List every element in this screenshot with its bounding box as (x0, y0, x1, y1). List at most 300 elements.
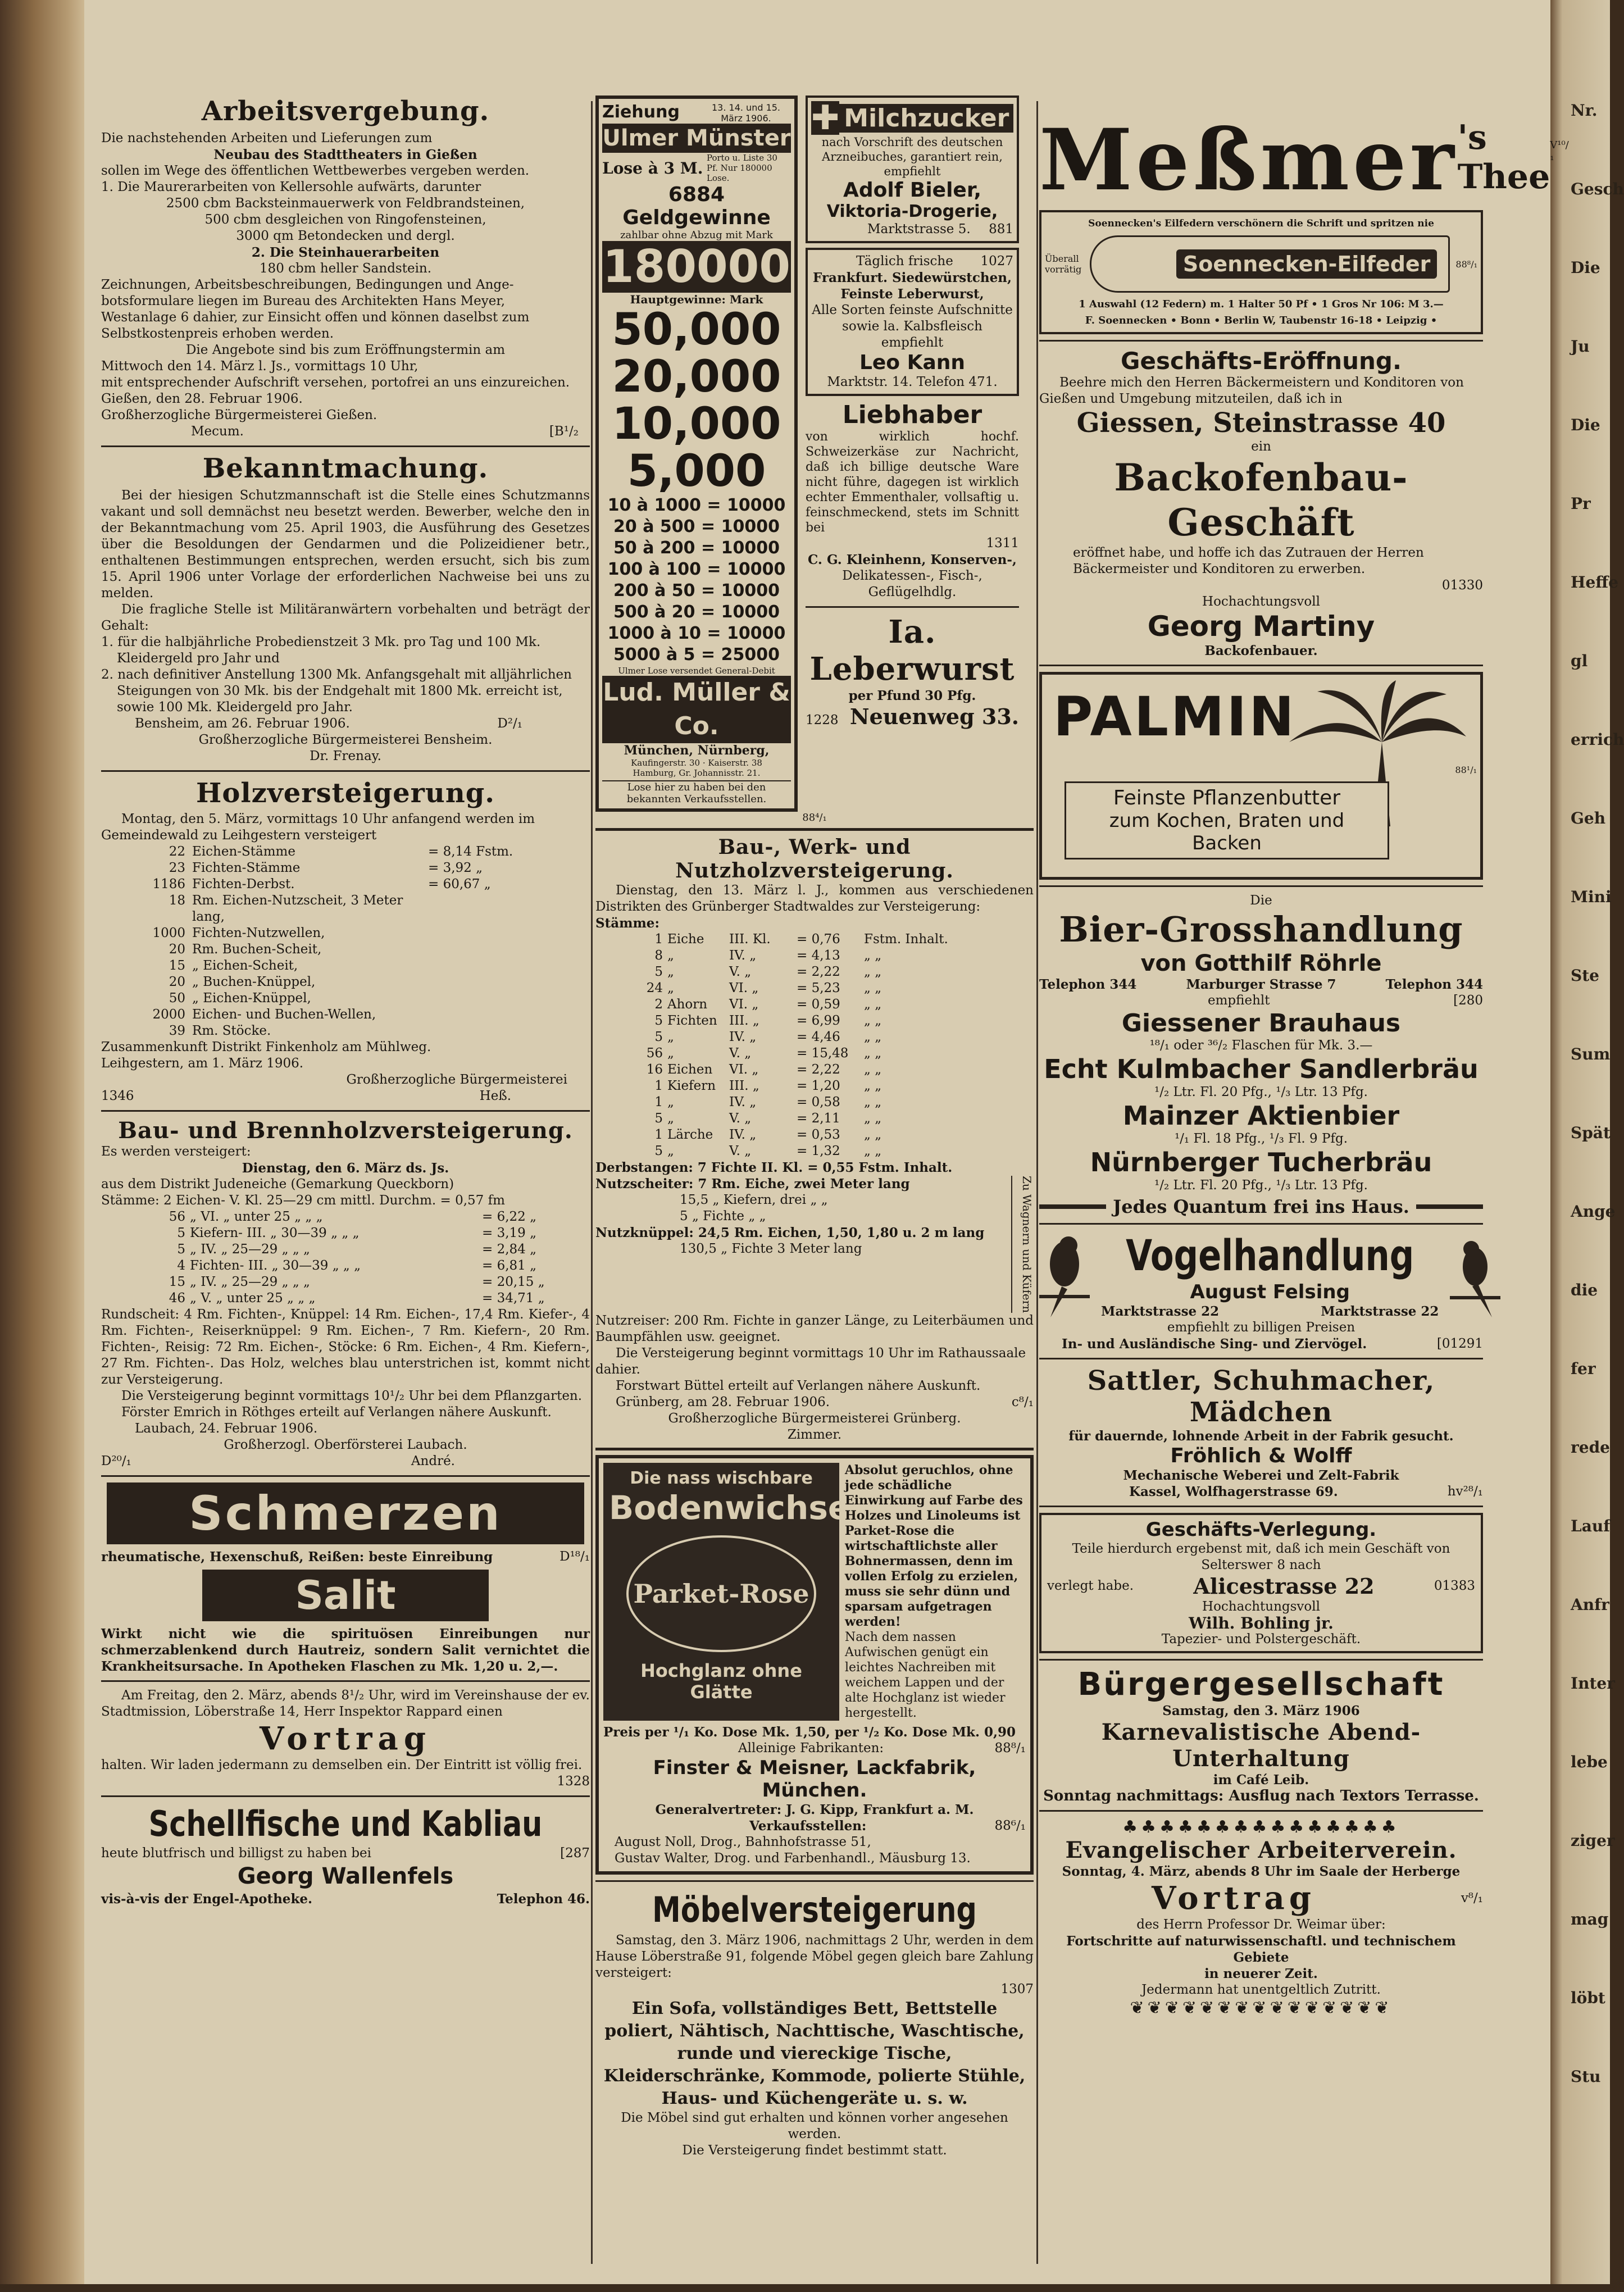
ad-text: Nutzknüppel: 24,5 Rm. Eichen, 1,50, 1,80 u. 2 m lang (595, 1225, 985, 1240)
ad-text: Täglich frische (856, 254, 953, 269)
ad-title: Holzversteigerung. (195, 777, 495, 809)
cell-class: IV. „ (729, 1095, 757, 1109)
ad-price: Preis per ¹/₁ Ko. Dose Mk. 1,50, per ¹/₂ Ko. Dose Mk. 0,90 (603, 1725, 1016, 1740)
table-row (640, 1029, 1034, 1045)
ad-bau-brennholz (101, 1117, 590, 1470)
next-page-fragment: Heffe (1571, 573, 1619, 592)
table-row (640, 1013, 1034, 1029)
cell-unit: „ „ (864, 981, 882, 995)
ad-text: empfiehlt (1208, 993, 1270, 1008)
shop-address: Neuenweg 33. (849, 704, 1019, 729)
signature: Heß. (479, 1089, 511, 1103)
ad-text: Beehre mich den Herren Bäckermeistern und Konditoren von Gießen und Umgebung mitzuteilen, daß ich in (1039, 375, 1464, 406)
ad-text: in neuerer Zeit. (1204, 1966, 1318, 1981)
cell-unit: „ „ (864, 965, 882, 979)
ad-title: Schellfische und Kabliau (148, 1803, 543, 1844)
ad-date: Laubach, 24. Februar 1906. (135, 1421, 318, 1436)
ad-text: von wirklich hochf. Schweizerkäse zur Nachricht, daß ich billige deutsche Ware nicht führe, dagegen ist wirklich echter Emmenthaler, vollsaftig u. feinschmeckend, stets im Schnitt bei (806, 430, 1019, 535)
ad-code: D²/₁ (497, 716, 522, 731)
ad-code: D²⁰/₁ (101, 1454, 131, 1468)
table-row (135, 958, 590, 974)
ad-text: Überall vorrätig (1045, 253, 1082, 275)
ad-event: Karnevalistische Abend-Unterhaltung (1101, 1719, 1421, 1772)
ad-code: [280 (1453, 993, 1483, 1008)
rose-emblem (626, 1535, 816, 1652)
cell-qty: 5 (177, 1226, 185, 1240)
lottery-payable: zahlbar ohne Abzug mit Mark (620, 229, 773, 241)
messmer-suffix: 's Thee (1457, 118, 1550, 197)
cell-unit: „ „ (864, 1030, 882, 1044)
ad-date: Grünberg, am 28. Februar 1906. (616, 1395, 830, 1410)
cell-qty: 20 (169, 975, 185, 989)
beer-2: Echt Kulmbacher Sandlerbräu (1044, 1054, 1479, 1084)
ad-line: Die Angebote sind bis zum Eröffnungstermin am (185, 343, 506, 357)
ad-line: 2500 cbm Backsteinmauerwerk von Feldbrandsteinen, (166, 196, 525, 211)
ad-code: 88⁴/₁ (802, 812, 827, 824)
ad-title: Bürgergesellschaft (1077, 1666, 1445, 1703)
lottery-firm: Lud. Müller & Co. (602, 676, 791, 743)
lottery-prize-row: 200 à 50 = 10000 (613, 581, 780, 601)
ad-text: halten. Wir laden jedermann zu demselben ein. Der Eintritt ist völlig frei. (101, 1758, 583, 1772)
ad-title: Sattler, Schuhmacher, Mädchen (1087, 1365, 1435, 1428)
cell-volume: = 4,13 (797, 948, 840, 963)
cell-class: VI. „ (729, 997, 759, 1012)
ad-city: Giessen, Steinstrasse 40 (1076, 407, 1446, 439)
next-page-fragment: Ange (1571, 1202, 1616, 1221)
ad-text: Bei der hiesigen Schutzmannschaft ist die Stelle eines Schutzmanns vakant und soll demnächst neu besetzt werden. Bewerber, welche den in der Bekanntmachung vom 25. April 1903, die Ausführung des Gesetzes über die Besoldungen der Gendarmen und die Polizeidiener betr., enthaltenen Bestimmungen entsprechen, werden ersucht, sich bis zum 15. April 1906 unter Vorlage der erforderlichen Nachweise bei uns zu melden. (101, 488, 590, 601)
ad-code: 1346 (101, 1089, 134, 1103)
cell-unit: „ „ (864, 1095, 882, 1109)
cell-volume: = 2,22 (797, 1062, 840, 1077)
ad-text: Feinste Pflanzenbutter (1113, 786, 1341, 810)
cell-class: III. „ (729, 1013, 759, 1028)
table-row (157, 1290, 590, 1307)
ad-code: 881 (989, 222, 1013, 237)
cell-item: Fichten-Stämme (192, 861, 301, 875)
lottery-footer: Lose hier zu haben bei den bekannten Verkaufsstellen. (602, 780, 791, 805)
table-row (135, 974, 590, 990)
cell-item: Eichen-Stämme (192, 844, 295, 859)
ad-text: Nutzscheiter: 7 Rm. Eiche, zwei Meter lang (595, 1176, 910, 1192)
ad-code: 88⁸/₁ (994, 1741, 1026, 1756)
ad-head: Die nass wischbare (630, 1468, 813, 1489)
cell-qty: 24 (646, 981, 663, 995)
ad-text: eröffnet habe, und hoffe ich das Zutrauen der Herren Bäckermeister und Konditoren zu erwerben. (1073, 545, 1424, 576)
cell-qty: 5 (654, 1030, 663, 1044)
cell-class: VI. „ (729, 981, 759, 995)
lottery-prize-row: 500 à 20 = 10000 (613, 602, 780, 622)
ad-code: 01383 (1434, 1579, 1475, 1593)
ad-text: für dauernde, lohnende Arbeit in der Fabrik gesucht. (1068, 1429, 1454, 1444)
cell-unit: „ „ (864, 997, 882, 1012)
table-head: Stämme: (595, 916, 659, 931)
table-row (640, 964, 1034, 980)
table-row (157, 1258, 590, 1274)
ad-palmin (1039, 672, 1483, 880)
ad-text: sowie la. Kalbsfleisch (842, 319, 982, 334)
ad-title: Bodenwichse (609, 1489, 850, 1527)
table-row (135, 876, 590, 893)
side-note: Zu Wagnern und Küfern (1011, 1176, 1034, 1313)
ad-text: ein (1251, 439, 1271, 454)
cell-wood: Ahorn (667, 997, 708, 1012)
ad-arbeitsvergebung (101, 96, 590, 440)
bird-icon (1450, 1233, 1500, 1317)
beer-4: Nürnberger Tucherbräu (1090, 1147, 1432, 1177)
ad-text: Rundscheit: 4 Rm. Fichten-, Knüppel: 14 Rm. Eichen-, 17,4 Rm. Kiefer-, 4 Rm. Fichten-, Reiserknüppel: 9 Rm. Eichen-, 7 Rm. Kiefern-, 20 Rm. Fichten-, Reisig: 72 Rm. Eichen-, Stöcke: 6 Rm. Eichen-, 4 Rm. Kiefern-, 27 Rm. Fichten-. Das Holz, welches blau unterstrichen ist, kommt nicht zur Versteigerung. (101, 1307, 590, 1387)
table-row (640, 1094, 1034, 1111)
address: Kassel, Wolfhagerstrasse 69. (1129, 1484, 1338, 1499)
owner-name: von Gotthilf Röhrle (1140, 951, 1382, 976)
column-middle (595, 96, 1034, 2275)
cell-qty: 8 (654, 948, 663, 963)
lottery-cities: München, Nürnberg, (624, 743, 770, 758)
cell-wood: Eichen (667, 1062, 713, 1077)
beer-price: ¹/₂ Ltr. Fl. 20 Pfg., ¹/₃ Ltr. 13 Pfg. (1154, 1085, 1368, 1099)
ad-liebhaber (806, 401, 1019, 601)
beer-3: Mainzer Aktienbier (1122, 1100, 1400, 1131)
next-page-fragment: Inter (1571, 1674, 1615, 1693)
ad-milchzucker (806, 96, 1019, 243)
cell-wood: „ (667, 948, 674, 963)
ad-code: 88¹/₁ (1455, 765, 1477, 775)
lottery-prize-row: 1000 à 10 = 10000 (607, 624, 786, 643)
cell-wood: „ (667, 1030, 674, 1044)
signature: André. (411, 1454, 455, 1468)
cell-item: Kiefern- III. „ 30—39 „ „ „ (190, 1226, 360, 1240)
ad-schellfische (101, 1803, 590, 1907)
ad-bekanntmachung (101, 453, 590, 765)
cell-volume: = 3,19 „ (482, 1226, 537, 1240)
cell-volume: = 0,59 (797, 997, 840, 1012)
cell-wood: „ (667, 981, 674, 995)
ad-code: V¹⁰/₁ (1550, 139, 1569, 163)
cell-volume: = 0,53 (797, 1127, 840, 1142)
ad-text: Sonntag nachmittags: Ausflug nach Textors Terrasse. (1043, 1788, 1479, 1804)
table-row (157, 1225, 590, 1242)
authority: Großherzogliche Bürgermeisterei (346, 1072, 567, 1087)
phone: Telephon 344 (1385, 977, 1483, 992)
ad-line: sollen im Wege des öffentlichen Wettbewerbes vergeben werden. (101, 163, 530, 178)
table-row (135, 860, 590, 876)
ad-text: aus dem Distrikt Judeneiche (Gemarkung Queckborn) (101, 1177, 454, 1192)
lottery-prize-row: 20 à 500 = 10000 (613, 517, 780, 536)
ad-line: 180 cbm heller Sandstein. (259, 261, 432, 276)
ad-code: 1328 (557, 1774, 590, 1789)
ad-text: 130,5 „ Fichte 3 Meter lang (680, 1242, 862, 1256)
cell-qty: 5 (654, 1013, 663, 1028)
decorative-border: ♣♣♣♣♣♣♣♣♣♣♣♣♣♣♣ (1122, 1817, 1400, 1837)
ad-text: Absolut geruchlos, ohne jede schädliche Einwirkung auf Farbe des Holzes und Linoleums ist Parket-Rose die wirtschaftlichste aller Bohnermassen, denn im vollen Erfolg zu erzielen, muss sie sehr dünn und sparsam aufgetragen werden! (845, 1463, 1023, 1630)
ad-title: Evangelischer Arbeiterverein. (1065, 1837, 1457, 1863)
ad-intro: Dienstag, den 13. März l. J., kommen aus verschiedenen Distrikten des Grünberger Stadtwaldes zur Versteigerung: (595, 883, 1034, 914)
cell-volume: = 2,11 (797, 1111, 840, 1126)
cross-icon: ✚ (811, 98, 840, 138)
cell-wood: Lärche (667, 1127, 713, 1142)
owner-name: August Felsing (1190, 1281, 1350, 1303)
ad-title: Bau-, Werk- und Nutzholzversteigerung. (675, 835, 954, 883)
ad-title: Bekanntmachung. (202, 453, 489, 484)
lottery-prize-row: 100 à 100 = 10000 (607, 560, 786, 579)
table-row (640, 980, 1034, 997)
ad-brand: Parket-Rose (633, 1579, 809, 1609)
cell-unit: „ „ (864, 1144, 882, 1158)
cell-qty: 56 (169, 1209, 185, 1224)
ad-date: Bensheim, am 26. Februar 1906. (135, 716, 350, 731)
table-row (135, 942, 590, 958)
owner-name: Wilh. Bohling jr. (1189, 1614, 1334, 1632)
ad-title: Geschäfts-Eröffnung. (1121, 347, 1402, 375)
ad-text: Wirkt nicht wie die spirituösen Einreibungen nur schmerzablenkend durch Hautreiz, sondern Salit vernichtet die Krankheitsursache. In Apotheken Flaschen zu Mk. 1,20 u. 2,—. (101, 1626, 590, 1674)
cell-item: „ VI. „ unter 25 „ „ „ (190, 1209, 323, 1224)
ad-text: F. Soennecken • Bonn • Berlin W, Taubenstr 16-18 • Leipzig • (1085, 315, 1438, 326)
ad-code: c⁸/₁ (1011, 1395, 1034, 1410)
ad-text: Stämme: 2 Eichen- V. Kl. 25—29 cm mittl. Durchm. = 0,57 fm (101, 1193, 505, 1208)
address: Marburger Strasse 7 (1186, 977, 1336, 992)
lottery-count: 6884 Geldgewinne (622, 183, 771, 229)
next-page-fragment: die (1571, 1281, 1598, 1299)
ad-title: Liebhaber (842, 401, 982, 429)
ad-soennecken (1039, 210, 1483, 334)
lottery-prize-row: 50 à 200 = 10000 (613, 538, 780, 558)
signature: Zimmer. (787, 1427, 842, 1443)
cell-qty: 1000 (152, 926, 185, 940)
table-row (640, 948, 1034, 964)
ad-place: im Café Leib. (1213, 1772, 1309, 1788)
ad-text: heute blutfrisch und billigst zu haben bei (101, 1846, 372, 1861)
ad-text: Frankfurt. Siedewürstchen, (813, 270, 1012, 285)
ad-buerger (1039, 1666, 1483, 1804)
ad-title: Geschäfts-Verlegung. (1145, 1518, 1377, 1541)
beer-price: ¹/₂ Ltr. Fl. 20 Pfg., ¹/₃ Ltr. 13 Pfg. (1154, 1178, 1368, 1193)
ad-text: Jedermann hat unentgeltlich Zutritt. (1141, 1982, 1381, 1997)
cell-qty: 39 (169, 1024, 185, 1038)
ad-vortrag: Vortrag (1152, 1880, 1316, 1917)
lottery-porto: Porto u. Liste 30 Pf. Nur 180000 Lose. (707, 153, 777, 183)
lottery-versand: Ulmer Lose versendet General-Debit (618, 666, 775, 676)
cell-qty: 22 (169, 844, 185, 859)
ad-note: Die Möbel sind gut erhalten und können vorher angesehen werden. (621, 2111, 1008, 2142)
ad-text: Alleinige Fabrikanten: (738, 1741, 884, 1756)
cell-qty: 4 (177, 1258, 185, 1273)
cell-qty: 5 (177, 1242, 185, 1257)
cell-qty: 2000 (152, 1007, 185, 1022)
signature: Mecum. (191, 424, 244, 439)
next-page-fragment: löbt (1571, 1989, 1605, 2007)
lottery-prize: 5,000 (627, 446, 766, 497)
ad-date: Dienstag, den 6. März ds. Js. (242, 1161, 449, 1176)
cell-qty: 1186 (152, 877, 185, 892)
next-page-fragment: Pr (1571, 494, 1591, 513)
decorative-border: ❦❦❦❦❦❦❦❦❦❦❦❦❦❦❦ (1130, 1998, 1393, 2018)
cell-volume: = 34,71 „ (482, 1291, 545, 1306)
ad-code: 1311 (986, 536, 1019, 551)
shop-sub: Viktoria-Drogerie, (826, 202, 998, 221)
cell-wood: Eiche (667, 932, 704, 947)
lottery-dates: 13. 14. und 15. März 1906. (711, 102, 781, 124)
cell-volume: = 6,22 „ (482, 1209, 537, 1224)
ad-line: 1. Die Maurerarbeiten von Kellersohle aufwärts, darunter (101, 180, 481, 194)
ad-shop: Backofenbau-Geschäft (1114, 456, 1408, 544)
cell-class: III. „ (729, 1079, 759, 1093)
authority: Großherzogliche Bürgermeisterei Grünberg. (668, 1411, 961, 1426)
cell-qty: 5 (654, 1144, 663, 1158)
next-page-fragment: Spät (1571, 1124, 1611, 1142)
lottery-lose: Lose à 3 M. (602, 158, 703, 178)
signature: Dr. Frenay. (310, 749, 381, 763)
pen-nib-icon (1090, 235, 1450, 293)
next-page-fragment: Geh (1571, 809, 1606, 827)
shop-name: Adolf Bieler, (843, 179, 981, 202)
cell-qty: 50 (169, 991, 185, 1006)
cell-qty: 16 (646, 1062, 663, 1077)
table-row (157, 1242, 590, 1258)
address: Alicestrasse 22 (1193, 1574, 1375, 1599)
cell-class: IV. „ (729, 1030, 757, 1044)
ad-text: Generalvertreter: J. G. Kipp, Frankfurt a. M. (655, 1802, 974, 1818)
ad-note: Die Versteigerung findet bestimmt statt. (682, 2143, 947, 2158)
cell-qty: 2 (654, 997, 663, 1012)
next-page-fragment: Gesch (1571, 180, 1624, 198)
ad-code: [287 (560, 1846, 590, 1861)
ad-holzversteigerung (101, 777, 590, 1104)
ad-text: Nutzreiser: 200 Rm. Fichte in ganzer Länge, zu Leiterbäumen und Baumpfählen usw. geeignet. (595, 1313, 1034, 1345)
cell-qty: 18 (169, 893, 185, 908)
ad-code: D¹⁸/₁ (559, 1549, 590, 1564)
ad-text: Verkaufsstellen: (749, 1818, 867, 1834)
ad-nutzholz (595, 835, 1034, 1443)
ad-line: Gießen, den 28. Februar 1906. (101, 392, 303, 406)
cell-volume: = 0,76 (797, 932, 840, 947)
cell-qty: 1 (654, 1095, 663, 1109)
ad-title: Möbelversteigerung (652, 1889, 977, 1931)
ad-vortrag-stadtmission (101, 1688, 590, 1790)
ad-code: v⁸/₁ (1461, 1890, 1483, 1906)
column-left (101, 96, 590, 2275)
shop-name: Georg Wallenfels (237, 1863, 454, 1889)
ad-text: Samstag, den 3. März 1906, nachmittags 2 Uhr, werden in dem Hause Löberstraße 91, folgende Möbel gegen gleich bare Zahlung versteigert: (595, 1933, 1034, 1981)
cell-volume: = 1,20 (797, 1079, 840, 1093)
cell-unit: „ „ (864, 1013, 882, 1028)
beer-price: ¹/₁ Fl. 18 Pfg., ¹/₃ Fl. 9 Pfg. (1174, 1131, 1348, 1146)
table-row (640, 1143, 1034, 1159)
ad-bier (1039, 893, 1483, 1217)
beer-price: ¹⁸/₁ oder ³⁶/₂ Flaschen für Mk. 3.— (1149, 1038, 1373, 1053)
ad-line: 2. Die Steinhauerarbeiten (251, 245, 440, 260)
cell-volume: = 15,48 (797, 1046, 849, 1061)
ad-leberwurst (806, 613, 1019, 729)
owner-name: Georg Martiny (1147, 610, 1375, 643)
shop-phone: Telephon 46. (497, 1891, 590, 1907)
ad-text: Gustav Walter, Drog. und Farbenhandl., Mäusburg 13. (615, 1851, 971, 1866)
bodenwichse-illustration (603, 1463, 850, 1721)
ad-banner: Schmerzen (107, 1482, 584, 1544)
ad-text: Teile hierdurch ergebenst mit, daß ich mein Geschäft von Selterswег 8 nach (1072, 1541, 1450, 1572)
ad-text: Es werden versteigert: (101, 1144, 251, 1159)
ad-text: Feinste Leberwurst, (840, 286, 984, 302)
next-page-fragment: Ju (1571, 337, 1590, 356)
ad-messmer (1039, 111, 1569, 210)
table-row (640, 931, 1034, 948)
shop-name: C. G. Kleinhenn, Konserven-, (808, 552, 1017, 567)
ad-date: Leihgestern, am 1. März 1906. (101, 1056, 304, 1071)
cell-qty: 1 (654, 1079, 663, 1093)
cell-volume: = 0,58 (797, 1095, 840, 1109)
ad-line: 500 cbm desgleichen von Ringofensteinen, (204, 212, 486, 227)
shop-sub: Delikatessen-, Fisch-, Geflügelhdlg. (842, 569, 982, 599)
ad-price: per Pfund 30 Pfg. (848, 688, 976, 703)
ad-sub: rheumatische, Hexenschuß, Reißen: beste Einreibung (101, 1549, 493, 1565)
ad-title: Soennecken-Eilfeder (1176, 249, 1438, 279)
ad-title: Bau- und Brennholzversteigerung. (118, 1117, 573, 1144)
book-binding (0, 0, 84, 2284)
messmer-brand: Meßmer (1039, 111, 1458, 210)
next-page-fragment: Stu (1571, 2067, 1601, 2086)
ad-code: 1228 (806, 713, 839, 727)
next-page-fragment: Lauf (1571, 1517, 1611, 1535)
table-row (157, 1274, 590, 1290)
ad-line: Neubau des Stadttheaters in Gießen (213, 147, 477, 162)
cell-class: IV. „ (729, 1127, 757, 1142)
cell-class: VI. „ (729, 1062, 759, 1077)
next-page-fragment: Die (1571, 416, 1600, 434)
next-page-fragment: Mini (1571, 888, 1612, 906)
ad-brand: Salit (202, 1570, 489, 1621)
ad-text: empfiehlt zu billigen Preisen (1167, 1320, 1355, 1335)
cell-volume: = 60,67 „ (428, 877, 491, 892)
ad-text: 1 Auswahl (12 Federn) m. 1 Halter 50 Pf • 1 Gros Nr 106: M 3.— (1079, 298, 1444, 310)
ad-text: des Herrn Professor Dr. Weimar über: (1136, 1917, 1386, 1932)
ad-sattler (1039, 1365, 1483, 1500)
next-page-edge (1550, 0, 1624, 2284)
cell-item: „ Eichen-Scheit, (192, 958, 298, 973)
cell-qty: 20 (169, 942, 185, 957)
cell-wood: „ (667, 1046, 674, 1061)
column-rule-1 (591, 101, 593, 2264)
shop-address: vis-à-vis der Engel-Apotheke. (101, 1891, 313, 1907)
lottery-hauptgewinne: Hauptgewinne: Mark (630, 293, 763, 306)
address: Marktstrasse 22 (1101, 1304, 1220, 1319)
ad-text: 5 „ Fichte „ „ (680, 1209, 766, 1224)
cell-item: „ Eichen-Knüppel, (192, 991, 311, 1006)
cell-volume: = 6,99 (797, 1013, 840, 1028)
ad-text: nach Vorschrift des deutschen Arzneibuches, garantiert rein, empfiehlt (821, 135, 1003, 178)
cell-class: V. „ (729, 1046, 752, 1061)
cell-qty: 46 (169, 1291, 185, 1306)
ad-code: 88⁸/₁ (1455, 258, 1477, 270)
lottery-name: Ulmer Münster (602, 124, 791, 153)
table-row (640, 997, 1034, 1013)
cell-wood: „ (667, 1111, 674, 1126)
cell-volume: = 20,15 „ (482, 1275, 545, 1289)
cell-qty: 1 (654, 932, 663, 947)
firm-name: Finster & Meisner, Lackfabrik, München. (653, 1757, 976, 1802)
ad-text: Jedes Quantum frei ins Haus. (1113, 1196, 1409, 1217)
next-page-fragment: fer (1571, 1359, 1596, 1378)
next-page-fragment: mag (1571, 1910, 1609, 1929)
ad-line: Mittwoch den 14. März l. Js., vormittags 10 Uhr, (101, 359, 418, 374)
cell-item: „ V. „ unter 25 „ „ „ (190, 1291, 316, 1306)
cell-qty: 5 (654, 1111, 663, 1126)
ad-item: 1. für die halbjährliche Probedienstzeit 3 Mk. pro Tag und 100 Mk. Kleidergeld pro Jahr und (101, 635, 541, 666)
authority: Großherzogl. Oberförsterei Laubach. (224, 1438, 467, 1452)
ad-topic: Fortschritte auf naturwissenschaftl. und technischem Gebiete (1066, 1934, 1456, 1965)
lottery-ziehung: Ziehung (602, 102, 680, 122)
cell-item: Rm. Buchen-Scheit, (192, 942, 322, 957)
cell-class: V. „ (729, 965, 752, 979)
shop-address: Marktstr. 14. Telefon 471. (827, 375, 998, 389)
ad-title: Bier-Grosshandlung (1059, 909, 1463, 950)
